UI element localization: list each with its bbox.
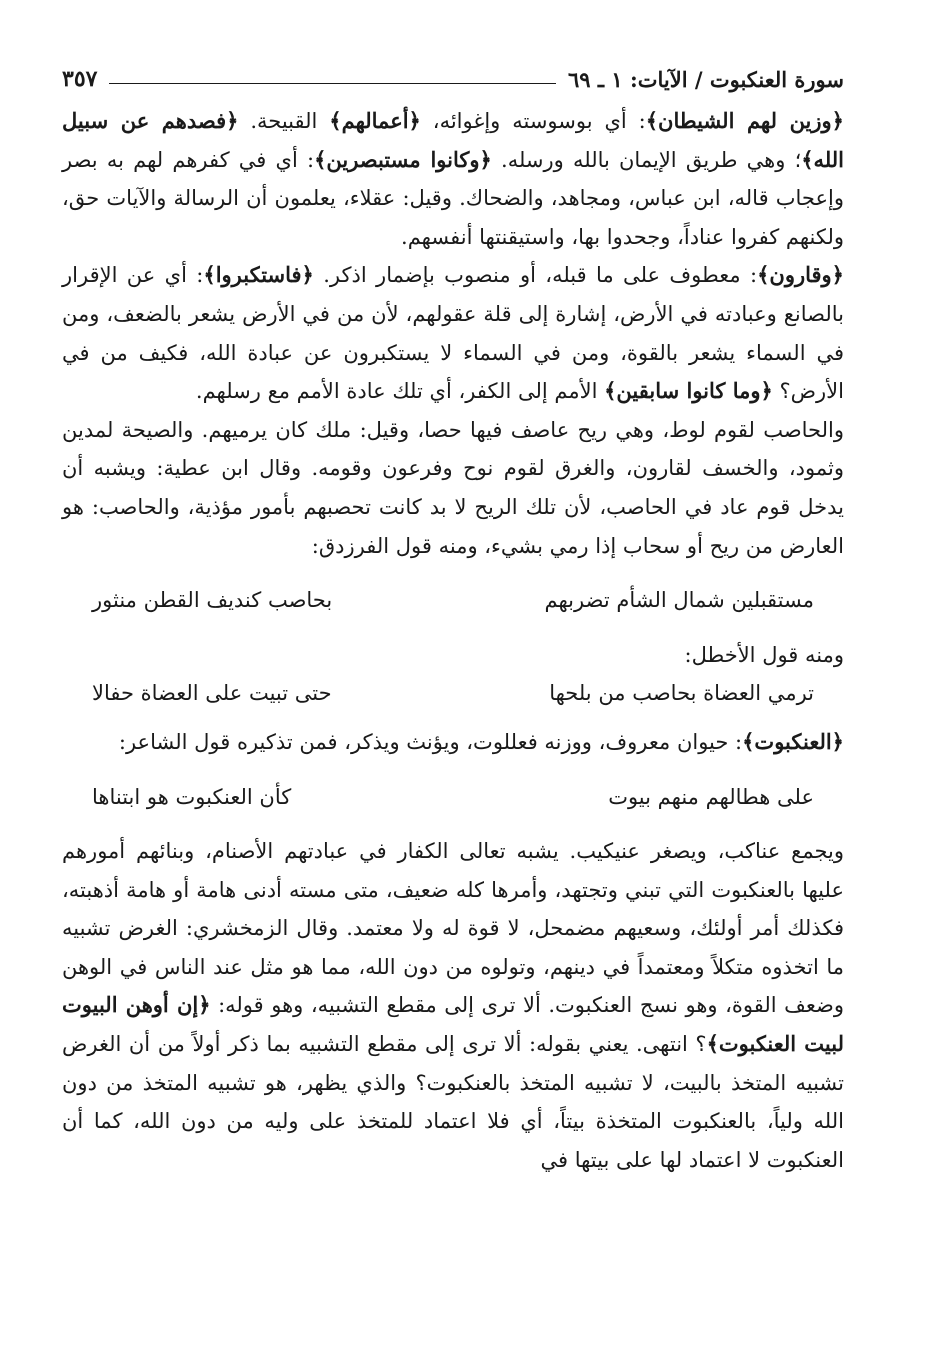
quranic-term: ﴿وزين لهم الشيطان﴾ bbox=[645, 108, 844, 133]
quranic-term: ﴿وما كانوا سابقين﴾ bbox=[604, 378, 773, 404]
paragraph-5 bbox=[62, 723, 844, 762]
paragraph-1 bbox=[62, 102, 844, 256]
quranic-term: ﴿وكانوا مستبصرين﴾ bbox=[314, 146, 492, 172]
paragraph-6 bbox=[62, 832, 844, 1179]
paragraph-text: : أي عن الإقرار بالصانع وعبادته في الأرض، إشارة إلى قلة عقولهم، لأن من في الأرض يشعر بالضعف، ومن في السماء يشعر بالقوة، ومن في السماء لا يستكبرون عن عبادة الله، فكيف من في الأرض؟ bbox=[62, 263, 844, 404]
paragraph-text: ؛ وهي طريق الإيمان بالله ورسله. bbox=[491, 147, 802, 172]
page-body bbox=[62, 102, 844, 1179]
book-page bbox=[62, 52, 844, 1179]
header-rule bbox=[109, 83, 556, 84]
quranic-term: ﴿العنكبوت﴾ bbox=[742, 728, 844, 754]
paragraph-text: : أي بوسوسته وإغوائه، bbox=[420, 109, 646, 133]
poetry-verse-1 bbox=[62, 581, 844, 620]
verse-second-hemistich: حتى تبيت على العضاة حفالا bbox=[92, 681, 332, 706]
page-number: ٣٥٧ bbox=[62, 66, 98, 92]
verse-first-hemistich: مستقبلين شمال الشأم تضربهم bbox=[544, 588, 814, 613]
paragraph-text: : حيوان معروف، ووزنه فعللوت، ويؤنث ويذكر، فمن تذكيره قول الشاعر: bbox=[118, 729, 743, 754]
quranic-term: ﴿فصدهم عن سبيل الله﴾ bbox=[62, 108, 844, 172]
verse-first-hemistich: ترمي العضاة بحاصب من بلحها bbox=[549, 681, 814, 706]
paragraph-text: ويجمع عناكب، ويصغر عنيكيب. يشبه تعالى الكفار في عبادتهم الأصنام، وبنائهم أمورهم عليها بالعنكبوت التي تبني وتجتهد، وأمرها كله ضعيف، متى مسته أدنى هامة أو هامة أذهبته، فكذلك أمر أولئك، وسعيهم مضمحل، لا قوة له ولا معتمد. وقال الزمخشري: الغرض تشبيه ما اتخذوه متكلاً ومعتمداً في دينهم، وتولوه من دون الله، مما هو مثل عند الناس في الوهن وضعف القوة، وهو نسج العنكبوت. ألا ترى إلى مقطع التشبيه، وهو قوله: bbox=[62, 839, 845, 1018]
paragraph-text: الأمم إلى الكفر، أي تلك عادة الأمم مع رسلهم. bbox=[195, 379, 605, 404]
quranic-term: ﴿إن أوهن البيوت لبيت العنكبوت﴾ bbox=[62, 992, 844, 1057]
paragraph-2 bbox=[62, 256, 844, 410]
verse-second-hemistich: بحاصب كنديف القطن منثور bbox=[92, 588, 333, 613]
verse-first-hemistich: على هطالهم منهم بيوت bbox=[608, 784, 814, 809]
verse-second-hemistich: كأن العنكبوت هو ابتناها bbox=[92, 784, 292, 809]
quranic-term: ﴿وقارون﴾ bbox=[757, 262, 844, 288]
paragraph-text: القبيحة. bbox=[238, 109, 330, 133]
quranic-term: ﴿أعمالهم﴾ bbox=[329, 108, 421, 133]
poetry-verse-2 bbox=[62, 674, 844, 713]
paragraph-text: : معطوف على ما قبله، أو منصوب بإضمار اذكر. bbox=[313, 263, 758, 288]
surah-title: سورة العنكبوت / الآيات: ١ ـ ٦٩ bbox=[568, 67, 844, 92]
poetry-verse-3 bbox=[62, 778, 844, 817]
paragraph-text: ؟ انتهى. يعني بقوله: ألا ترى إلى مقطع التشبيه بما ذكر أولاً من أن الغرض تشبيه المتخذ بالبيت، لا تشبيه المتخذ بالعنكبوت؟ والذي يظهر، هو تشبيه المتخذ من دون الله ولياً، بالعنكبوت المتخذة بيتاً، أي فلا اعتماد للمتخذ على وليه من دون الله، كما أن العنكبوت لا اعتماد لها على بيتها في bbox=[62, 1032, 844, 1172]
paragraph-3: والحاصب لقوم لوط، وهي ريح عاصف فيها حصا، وقيل: ملك كان يرميهم. والصيحة لمدين وثمود، والخسف لقارون، والغرق لقوم نوح وفرعون وقومه. وقال ابن عطية: ويشبه أن يدخل قوم عاد في الحاصب، لأن تلك الريح لا بد كانت تحصبهم بأمور مؤذية، والحاصب: هو العارض من ريح أو سحاب إذا رمي بشيء، ومنه قول الفرزدق: bbox=[62, 417, 844, 558]
quranic-term: ﴿فاستكبروا﴾ bbox=[203, 262, 314, 288]
paragraph-text: : أي في كفرهم لهم به بصر وإعجاب قاله، ابن عباس، ومجاهد، والضحاك. وقيل: عقلاء، يعلمون أن الرسالة والآيات حق، ولكنهم كفروا عناداً، وجحدوا بها، واستيقنتها أنفسهم. bbox=[62, 147, 844, 249]
page-header bbox=[62, 52, 844, 92]
paragraph-4: ومنه قول الأخطل: bbox=[684, 642, 844, 667]
